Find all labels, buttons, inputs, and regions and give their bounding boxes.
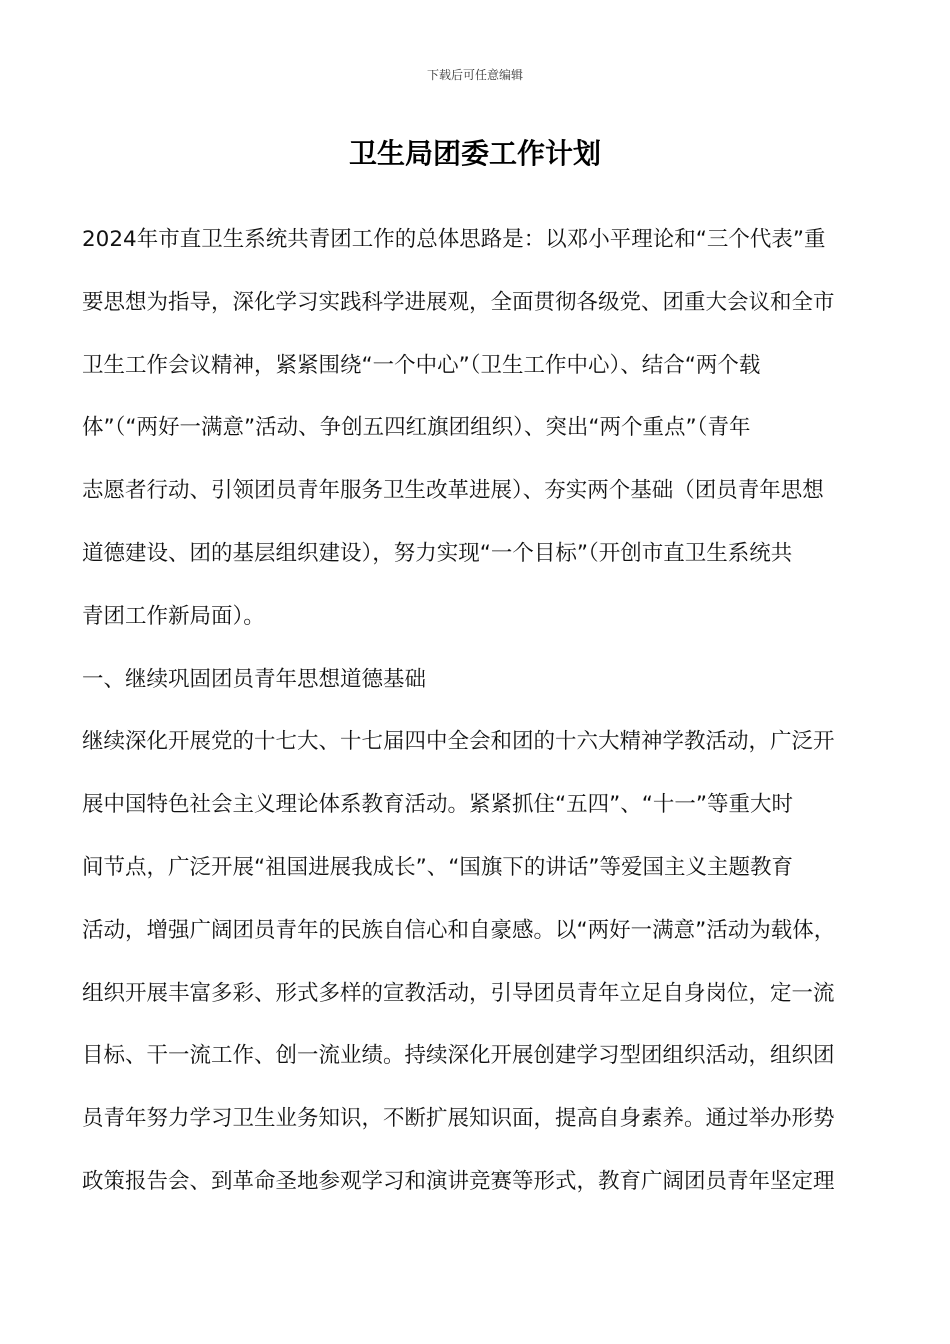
body-line: 青团工作新局面）。: [82, 603, 265, 629]
body-line: 志愿者行动、引领团员青年服务卫生改革进展）、夯实两个基础（团员青年思想: [82, 478, 824, 504]
document-title: 卫生局团委工作计划: [348, 137, 601, 170]
section-heading: 一、继续巩固团员青年思想道德基础: [82, 666, 427, 692]
body-line: 卫生工作会议精神，紧紧围绕“一个中心”（卫生工作中心）、结合“两个载: [82, 352, 761, 378]
body-line: 要思想为指导，深化学习实践科学进展观，全面贯彻各级党、团重大会议和全市: [82, 289, 835, 315]
body-line: 目标、干一流工作、创一流业绩。持续深化开展创建学习型团组织活动，组织团: [82, 1043, 835, 1069]
header-note: 下载后可任意编辑: [426, 68, 523, 82]
document-body: [82, 220, 868, 1225]
body-line: 员青年努力学习卫生业务知识，不断扩展知识面，提高自身素养。通过举办形势: [82, 1106, 835, 1132]
body-line: 间节点，广泛开展“祖国进展我成长”、“国旗下的讲话”等爱国主义主题教育: [82, 854, 794, 880]
body-line: 2024年市直卫生系统共青团工作的总体思路是：以邓小平理论和“三个代表”重: [82, 227, 826, 252]
body-line: 展中国特色社会主义理论体系教育活动。紧紧抓住“五四”、“十一”等重大时: [82, 792, 794, 818]
body-line: 道德建设、团的基层组织建设），努力实现“一个目标”（开创市直卫生系统共: [82, 540, 793, 566]
body-line: 继续深化开展党的十七大、十七届四中全会和团的十六大精神学教活动，广泛开: [82, 729, 835, 755]
body-line: 体”（“两好一满意”活动、争创五四红旗团组织）、突出“两个重点”（青年: [82, 415, 751, 441]
body-line: 政策报告会、到革命圣地参观学习和演讲竞赛等形式，教育广阔团员青年坚定理: [82, 1168, 835, 1194]
body-line: 组织开展丰富多彩、形式多样的宣教活动，引导团员青年立足自身岗位，定一流: [82, 980, 835, 1006]
body-line: 活动，增强广阔团员青年的民族自信心和自豪感。以“两好一满意”活动为载体，: [82, 917, 836, 943]
